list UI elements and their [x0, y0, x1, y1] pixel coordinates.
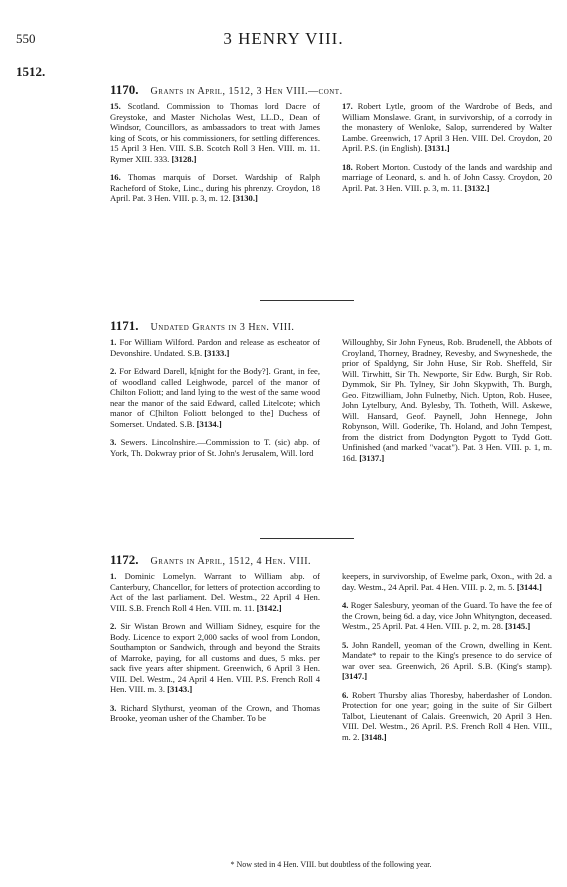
calendar-entry	[342, 101, 552, 154]
entry-reference: [3130.]	[232, 193, 258, 203]
calendar-entry	[342, 337, 552, 463]
section-1170	[110, 82, 552, 212]
entry-text: Roger Salesbury, yeoman of the Guard. To have the fee of the Crown, being 6d. a day, vice John Whityngton, deceased. Westm., 25 April. Pat. 4 Hen. VIII. p. 2, m. 28.	[342, 600, 552, 631]
calendar-entry	[110, 571, 320, 613]
text-column	[342, 101, 552, 212]
footnote: * Now sted in 4 Hen. VIII. but doubtless of the following year.	[230, 860, 432, 869]
entry-reference: [3143.]	[167, 684, 193, 694]
page-number: 550	[16, 31, 36, 46]
entry-text: keepers, in survivorship, of Ewelme park, Oxon., with 2d. a day. Westm., 24 April. Pat. 4 Hen. VIII. p. 2, m. 5.	[342, 571, 552, 592]
entry-number: 15.	[110, 101, 121, 111]
entry-text: Sir Wistan Brown and William Sidney, esquire for the Body. Licence to export 2,000 sacks of wool from London, Southampton or Sandwich, through and beyond the Straits of Marroke, paying, for all customs and dues, 5 mks. per sack five years after shipment. Greenwich, 6 April 3 Hen. VIII. Del. Westm., 24 April 4 Hen. VIII. P.S. French Roll 4 Hen. VIII. m. 3.	[110, 621, 320, 694]
calendar-entry	[110, 703, 320, 724]
entry-number: 18.	[342, 161, 353, 172]
entry-reference: [3137.]	[359, 452, 385, 463]
text-column	[342, 571, 552, 750]
calendar-entry	[342, 600, 552, 632]
entry-text: Robert Morton. Custody of the lands and wardship and marriage of Leonard, s. and h. of John Cassy. Croydon, 20 April. Pat. 3 Hen. VIII. p. 3, m. 11.	[342, 161, 553, 193]
section-title: Undated Grants in 3 Hen. VIII.	[150, 322, 295, 333]
section-title: Grants in April, 1512, 4 Hen. VIII.	[150, 556, 312, 567]
calendar-entry	[110, 366, 320, 429]
entry-text: Willoughby, Sir John Fyneus, Rob. Brudenell, the Abbots of Croyland, Thorney, Bradney, Revesby, and Swyneshede, the prior of Spaldyng, Sir John Huse, Sir Rob. Sheffeld, Sir Will. Tirwhitt, Sir Th. Newporte, Sir Edw. Burgh, Sir Rob. Dymmok, Sir Ph. Tylney, Sir John Skypwith, Th. Burgh, Geo. Fitzwilliam, John Fulnetby, Nich. Upton, Rob. Husee, John Lytelbury, And. Bylesby, Th. Totheth, Will. Askewe, Will. Hansard, Geof. Paynell, John Hennege, John Robynson, Will. Goderike, Th. Holand, and John Tempest, from the district from Dodyngton Pygott to Tydd Gott. Unfinished (and marked "vacat"). Pat. 3 Hen. VIII. p. 1, m. 16d.	[342, 337, 552, 463]
entry-text: For William Wilford. Pardon and release as escheator of Devonshire. Undated. S.B.	[110, 337, 320, 358]
entry-text: Dominic Lomelyn. Warrant to William abp. of Canterbury, Chancellor, for letters of protection according to Act of the last parliament. Del. Westm., 22 April 4 Hen. VIII. S.B. French Roll 4 Hen. VIII. m. 11.	[110, 571, 320, 613]
entry-reference: [3148.]	[361, 731, 387, 742]
section-heading	[110, 318, 552, 334]
calendar-entry	[110, 101, 320, 164]
entry-text: For Edward Darell, k[night for the Body?]. Grant, in fee, of woodland called Leighwode, parcel of the manor of Chilton Foliott; and land lying to the west of the same wood near the manor of the said Edward, called Litelcote; which manor of C[hilton Foliott belonged to the] Duchess of Somerset. Undated. S.B.	[110, 366, 320, 429]
entry-reference: [3134.]	[196, 418, 222, 429]
entry-number: 4.	[342, 600, 349, 610]
text-column	[110, 101, 320, 212]
entry-number: 2.	[110, 366, 117, 376]
entry-number: 17.	[342, 101, 353, 111]
entry-text: John Randell, yeoman of the Crown, dwelling in Kent. Mandate* to repair to the King's presence to do service of war over sea. Greenwich, 26 April. S.B. (King's stamp).	[342, 639, 552, 671]
running-title: 3 HENRY VIII.	[223, 29, 344, 48]
entry-text: Thomas marquis of Dorset. Wardship of Ralph Racheford of Stoke, Linc., during his phrenzy. Croydon, 18 April. Pat. 3 Hen. VIII. p. 3, m. 12.	[110, 172, 321, 203]
calendar-entry	[110, 437, 320, 458]
calendar-entry	[110, 621, 320, 695]
entry-number: 5.	[342, 639, 349, 650]
entry-number: 3.	[110, 437, 117, 447]
section-1172	[110, 552, 552, 750]
calendar-entry	[110, 337, 320, 358]
entry-text: Richard Slythurst, yeoman of the Crown, and Thomas Brooke, yeoman usher of the Chamber. To be	[110, 702, 320, 723]
entry-number: 2.	[110, 621, 117, 631]
calendar-entry	[342, 690, 552, 743]
entry-text: Scotland. Commission to Thomas lord Dacre of Greystoke, and Master Nicholas West, LL.D., Dean of Windsor, Councillors, as ambassadors to treat with James king of Scots, or his commissioners, for settling differences. 15 April 3 Hen. VIII. S.B. Scotch Roll 3 Hen. VIII. m. 11. Rymer XIII. 333.	[110, 101, 321, 164]
year-marginal: 1512.	[16, 64, 46, 79]
entry-number: 1.	[110, 337, 117, 347]
section-1171	[110, 318, 552, 471]
section-divider	[260, 538, 354, 539]
section-heading	[110, 82, 552, 98]
entry-text: Robert Thursby alias Thoresby, haberdasher of London. Protection for one year; going in the suite of Sir Gilbert Talbot, Lieutenant of Calais. Greenwich, 20 April 3 Hen. VIII. Del. Westm., 26 April. P.S. French Roll 4 Hen. VIII., m. 2.	[342, 689, 552, 742]
section-number: 1172.	[110, 552, 139, 567]
section-number: 1170.	[110, 82, 139, 97]
entry-reference: [3131.]	[424, 143, 450, 153]
entry-reference: [3128.]	[171, 153, 197, 164]
calendar-entry	[110, 172, 320, 204]
entry-reference: [3145.]	[505, 621, 531, 631]
section-number: 1171.	[110, 318, 139, 333]
calendar-entry	[342, 640, 552, 682]
entry-reference: [3144.]	[516, 581, 542, 592]
text-column	[342, 337, 552, 471]
entry-number: 16.	[110, 172, 121, 182]
section-heading	[110, 552, 552, 568]
entry-reference: [3132.]	[464, 182, 490, 193]
entry-reference: [3147.]	[342, 671, 368, 681]
calendar-entry	[342, 571, 552, 592]
entry-reference: [3142.]	[256, 602, 282, 613]
entry-number: 6.	[342, 689, 349, 700]
text-column	[110, 571, 320, 750]
calendar-entry	[342, 162, 552, 194]
entry-text: Robert Lytle, groom of the Wardrobe of Beds, and William Monslawe. Grant, in survivorship, of a corrody in the monastery of Wenloke, Salop, surrendered by Walter Lambe. Greenwich, 17 April 3 Hen. VIII. Del. Croydon, 20 April. P.S. (in English).	[342, 101, 552, 153]
section-title: Grants in April, 1512, 3 Hen VIII.—cont.	[150, 86, 343, 97]
entry-number: 3.	[110, 702, 117, 713]
section-divider	[260, 300, 354, 301]
entry-text: Sewers. Lincolnshire.—Commission to T. (sic) abp. of York, Th. Dokwray prior of St. John's Jerusalem, Will. lord	[110, 437, 321, 458]
text-column	[110, 337, 320, 471]
entry-reference: [3133.]	[204, 347, 230, 358]
entry-number: 1.	[110, 571, 117, 581]
